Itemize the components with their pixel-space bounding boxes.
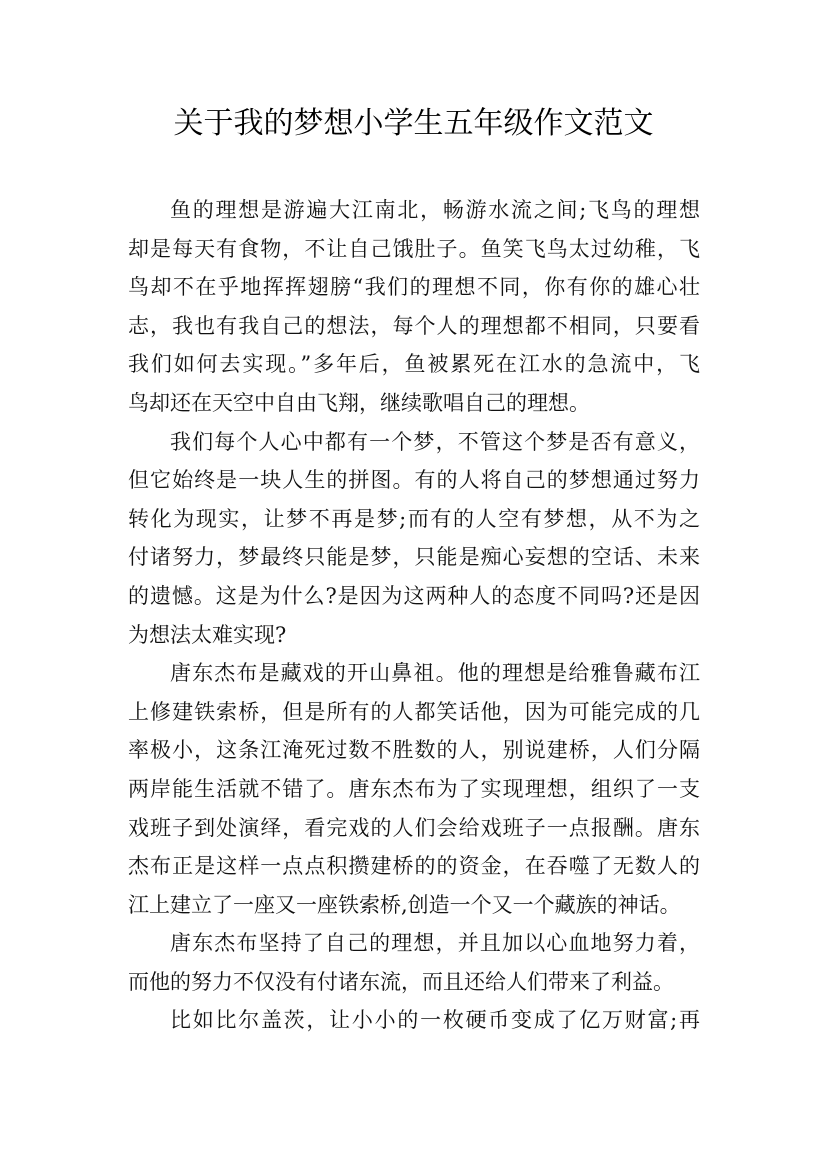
paragraph-2	[128, 423, 700, 655]
paragraph-5	[128, 1001, 700, 1040]
text-line: 两岸能生活就不错了。唐东杰布为了实现理想，组织了一支	[128, 776, 700, 801]
text-line: 鱼的理想是游遍大江南北，畅游水流之间;飞鸟的理想	[170, 198, 700, 222]
text-line: 唐东杰布坚持了自己的理想，并且加以心血地努力着，	[170, 931, 700, 956]
text-line: 鸟却不在乎地挥挥翅膀“我们的理想不同，你有你的雄心壮	[128, 275, 700, 300]
paragraph-3	[128, 654, 700, 924]
text-line: 鸟却还在天空中自由飞翔，继续歌唱自己的理想。	[128, 390, 590, 415]
text-line: 杰布正是这样一点点积攒建桥的的资金，在吞噬了无数人的	[128, 854, 700, 879]
text-line: 率极小，这条江淹死过数不胜数的人，别说建桥，人们分隔	[128, 738, 700, 763]
text-line: 为想法太难实现?	[128, 622, 287, 647]
text-line: 而他的努力不仅没有付诸东流，而且还给人们带来了利益。	[128, 969, 674, 994]
text-line: 的遗憾。这是为什么?是因为这两种人的态度不同吗?还是因	[128, 583, 700, 608]
text-line: 上修建铁索桥，但是所有的人都笑话他，因为可能完成的几	[128, 699, 700, 724]
text-line: 转化为现实，让梦不再是梦;而有的人空有梦想，从不为之	[128, 506, 700, 531]
text-line: 江上建立了一座又一座铁索桥,创造一个又一个藏族的神话。	[128, 892, 681, 917]
text-line: 戏班子到处演绎，看完戏的人们会给戏班子一点报酬。唐东	[128, 815, 700, 840]
text-line: 但它始终是一块人生的拼图。有的人将自己的梦想通过努力	[128, 468, 700, 493]
text-line: 比如比尔盖茨，让小小的一枚硬币变成了亿万财富;再	[170, 1008, 700, 1033]
text-line: 却是每天有食物，不让自己饿肚子。鱼笑飞鸟太过幼稚，飞	[128, 236, 700, 261]
text-line: 志，我也有我自己的想法，每个人的理想都不相同，只要看	[128, 313, 700, 338]
document-title: 关于我的梦想小学生五年级作文范文	[173, 106, 654, 141]
text-line: 唐东杰布是藏戏的开山鼻祖。他的理想是给雅鲁藏布江	[170, 661, 700, 686]
text-line: 我们如何去实现。”多年后，鱼被累死在江水的急流中，飞	[128, 352, 700, 377]
text-line: 付诸努力，梦最终只能是梦，只能是痴心妄想的空话、未来	[128, 545, 700, 570]
paragraph-4	[128, 924, 700, 1001]
text-line: 我们每个人心中都有一个梦，不管这个梦是否有意义，	[170, 429, 700, 454]
document-body	[128, 191, 700, 1040]
paragraph-1	[128, 191, 700, 423]
